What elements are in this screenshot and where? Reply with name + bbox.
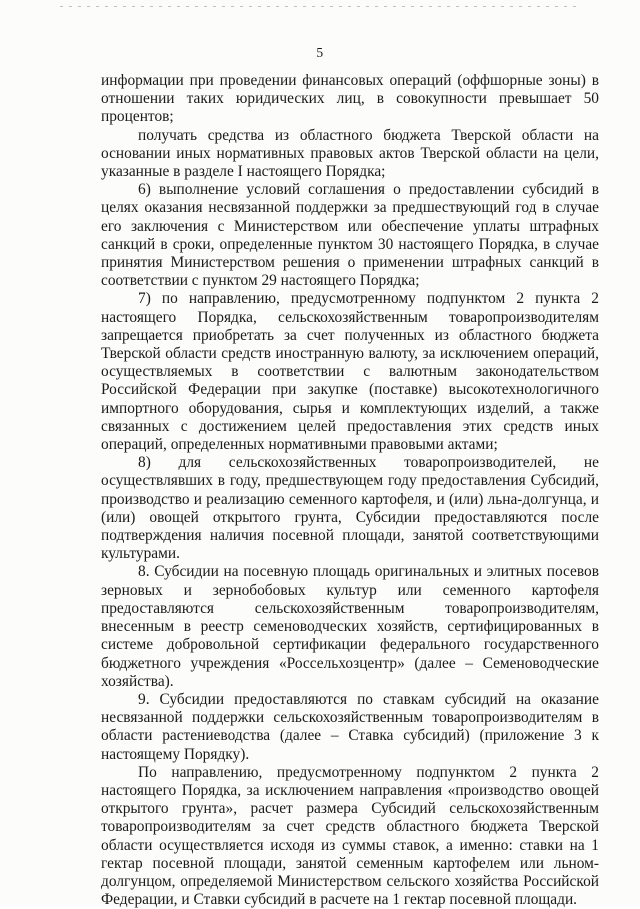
scan-edge-artifact — [60, 6, 580, 7]
paragraph-clause-9: 9. Субсидии предоставляются по ставкам субсидий на оказание несвязанной поддержки сельскохозяйственным товаропроизводителям в области растениеводства (далее – Ставка субсидий) (приложение 3 к настоящему Порядку). — [101, 690, 599, 763]
page-number: 5 — [316, 45, 324, 60]
paragraph-subsidy-calculation: По направлению, предусмотренному подпунктом 2 пункта 2 настоящего Порядка, за исключением направления «производство овощей открытого грунта», расчет размера Субсидий сельскохозяйственным товаропроизводителям за счет средств областного бюджета Тверской области осуществляется исходя из суммы ставок, а именно: ставки на 1 гектар посевной площади, занятой семенным картофелем или льном-долгунцом, определяемой Министерством сельского хозяйства Российской Федерации, и Ставки субсидий в расчете на 1 гектар посевной площади. — [101, 763, 599, 909]
paragraph-item-8: 8) для сельскохозяйственных товаропроизводителей, не осуществлявших в году, предшествующем году предоставления Субсидий, производство и реализацию семенного картофеля, и (или) льна-долгунца, и (или) овощей открытого грунта, Субсидии предоставляются после подтверждения наличия посевной площади, занятой соответствующими культурами. — [101, 454, 599, 563]
document-body — [101, 72, 599, 909]
paragraph-item-7: 7) по направлению, предусмотренному подпунктом 2 пункта 2 настоящего Порядка, сельскохозяйственным товаропроизводителям запрещается приобретать за счет полученных из областного бюджета Тверской области средств иностранную валюту, за исключением операций, осуществляемых в соответствии с валютным законодательством Российской Федерации при закупке (поставке) высокотехнологичного импортного оборудования, сырья и комплектующих изделий, а также связанных с достижением целей предоставления этих средств иных операций, определенных нормативными правовыми актами; — [101, 290, 599, 454]
paragraph-offshore-continuation: информации при проведении финансовых операций (оффшорные зоны) в отношении таких юридических лиц, в совокупности превышает 50 процентов; — [101, 72, 599, 126]
paragraph-item-6: 6) выполнение условий соглашения о предоставлении субсидий в целях оказания несвязанной поддержки за предшествующий год в случае его заключения с Министерством или обеспечение уплаты штрафных санкций в сроки, определенные пунктом 30 настоящего Порядка, в случае принятия Министерством решения о применении штрафных санкций в соответствии с пунктом 29 настоящего Порядка; — [101, 181, 599, 290]
paragraph-other-funds: получать средства из областного бюджета Тверской области на основании иных нормативных правовых актов Тверской области на цели, указанные в разделе I настоящего Порядка; — [101, 126, 599, 181]
paragraph-clause-8: 8. Субсидии на посевную площадь оригинальных и элитных посевов зерновых и зернобобовых культур или семенного картофеля предоставляются сельскохозяйственным товаропроизводителям, внесенным в реестр семеноводческих хозяйств, сертифицированных в системе добровольной сертификации федерального государственного бюджетного учреждения «Россельхозцентр» (далее – Семеноводческие хозяйства). — [101, 563, 599, 690]
